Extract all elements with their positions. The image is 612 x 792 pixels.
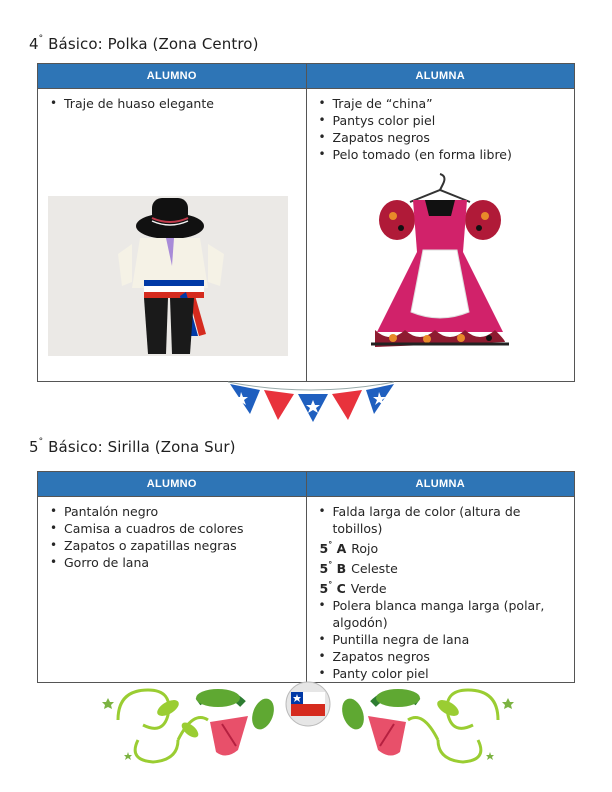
- section-4-heading: 4° Básico: Polka (Zona Centro): [29, 34, 259, 53]
- header-alumna: ALUMNA: [306, 64, 575, 89]
- color-row-b: 5° B Celeste: [319, 560, 398, 577]
- costume-table-5: [37, 471, 575, 683]
- section-title: Básico: Polka (Zona Centro): [48, 35, 259, 53]
- list-item: • Traje de “china”: [333, 95, 575, 112]
- chilean-bunting-icon: [226, 378, 396, 424]
- costume-table-4: [37, 63, 575, 382]
- list-item: • Pantys color piel: [333, 112, 575, 129]
- list-item: • Falda larga de color (altura de tobillos): [333, 503, 575, 537]
- list-item: • Pelo tomado (en forma libre): [333, 146, 575, 163]
- header-alumno: ALUMNO: [38, 472, 307, 497]
- huaso-costume-photo: [48, 196, 288, 356]
- grade-number: 4: [29, 35, 39, 53]
- header-alumno: ALUMNO: [38, 64, 307, 89]
- china-dress-photo: [365, 172, 515, 367]
- color-row-a: 5° A Rojo: [319, 540, 379, 557]
- list-item: • Pantalón negro: [64, 503, 306, 520]
- list-item: • Zapatos negros: [333, 129, 575, 146]
- list-item: • Panty color piel: [333, 665, 575, 682]
- alumna-cell: [306, 497, 575, 683]
- floral-vine-decoration: [98, 680, 518, 770]
- alumno-cell: [38, 89, 307, 382]
- header-alumna: ALUMNA: [306, 472, 575, 497]
- alumna-cell: [306, 89, 575, 382]
- list-item: • Camisa a cuadros de colores: [64, 520, 306, 537]
- list-item: • Zapatos negros: [333, 648, 575, 665]
- list-item: • Zapatos o zapatillas negras: [64, 537, 306, 554]
- list-item: • Gorro de lana: [64, 554, 306, 571]
- section-title: Básico: Sirilla (Zona Sur): [48, 438, 236, 456]
- list-item: • Traje de huaso elegante: [64, 95, 306, 112]
- grade-number: 5: [29, 438, 39, 456]
- color-row-c: 5° C Verde: [319, 580, 387, 597]
- alumno-cell: [38, 497, 307, 683]
- list-item: • Polera blanca manga larga (polar, algodón): [333, 597, 575, 631]
- section-5-heading: 5° Básico: Sirilla (Zona Sur): [29, 437, 236, 456]
- chile-flag-icon: [291, 692, 325, 716]
- list-item: • Puntilla negra de lana: [333, 631, 575, 648]
